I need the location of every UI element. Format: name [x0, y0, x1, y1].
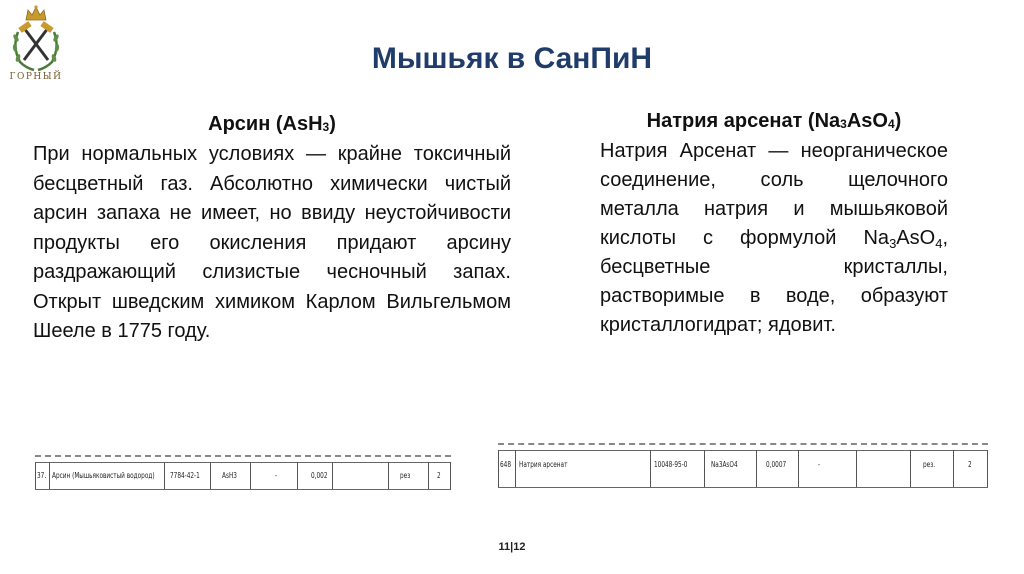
sodium-arsenate-section — [600, 108, 948, 340]
table-cell-class: 2 — [968, 460, 972, 469]
table-cell-note: рез. — [923, 460, 936, 469]
table-cell-name: Натрия арсенат — [519, 460, 568, 469]
table-cell-class: 2 — [437, 471, 441, 480]
sanpin-table-arsine — [35, 455, 451, 495]
table-cell-name: Арсин (Мышьяковистый водород) — [52, 471, 155, 480]
table-cell-dash: - — [275, 471, 278, 480]
table-cell-value: 0,002 — [311, 471, 328, 480]
slide-title: Мышьяк в СанПиН — [371, 42, 653, 75]
logo-caption: ГОРНЫЙ — [9, 72, 63, 82]
table-cell-cas: 10048-95-0 — [654, 460, 688, 469]
table-cell-formula: AsH3 — [222, 471, 237, 480]
table-cell-value: 0,0007 — [766, 460, 787, 469]
table-cell-note: рез — [400, 471, 411, 480]
table-cell-dash: - — [818, 460, 821, 469]
arsine-heading: Арсин (AsH$_3$) — [208, 113, 336, 135]
page-number: 11|12 — [498, 541, 526, 553]
table-cell-formula: Na3AsO4 — [711, 460, 738, 469]
arsine-section — [33, 111, 511, 347]
table-cell-cas: 7784-42-1 — [170, 471, 200, 480]
sodium-arsenate-heading: Натрия арсенат $(Na_3AsO_4)$ — [646, 110, 902, 132]
table-cell-num: 648 — [500, 460, 511, 469]
table-cell-num: 37. — [37, 471, 47, 480]
sodium-arsenate-description: Натрия Арсенат — неорганическое соединение, соль щелочного металла натрия и мышьяковой кислоты с формулой $Na_3AsO_4$, бесцветные кристаллы, растворимые в воде, образуют кристаллогидрат; ядовит. — [600, 140, 948, 336]
sanpin-table-sodium-arsenate — [498, 443, 988, 493]
arsine-description: При нормальных условиях — крайне токсичный бесцветный газ. Абсолютно химически чистый арсин запаха не имеет, но ввиду неустойчивости продукты его окисления придают арсину раздражающий слизистые чесночный запах. Открыт шведским химиком Карлом Вильгельмом Шееле в 1775 году. — [33, 143, 511, 342]
